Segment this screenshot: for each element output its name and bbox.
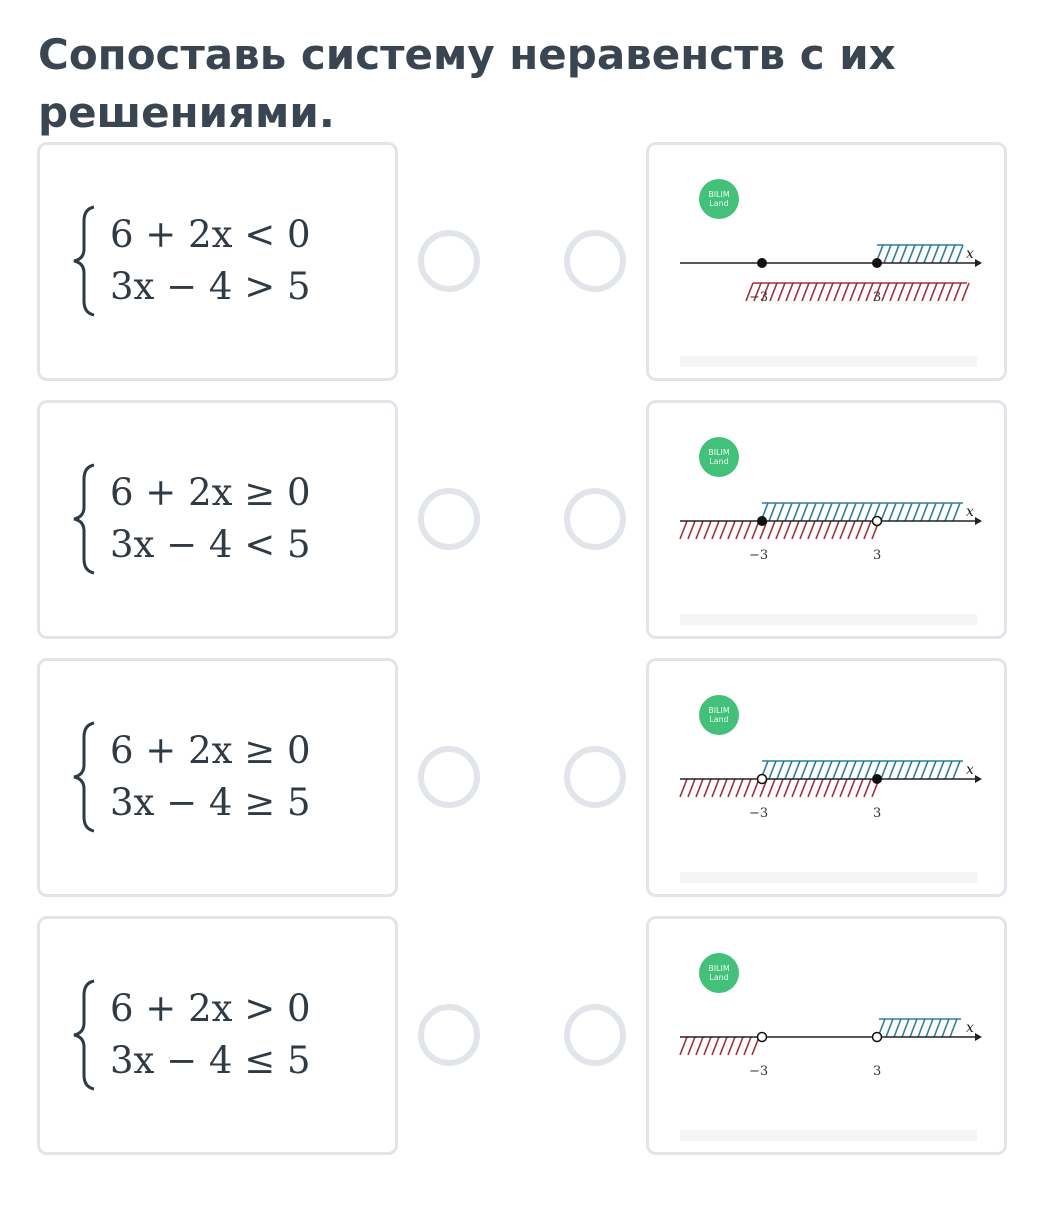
point-3-open bbox=[873, 517, 882, 526]
left-match-radio-4[interactable] bbox=[418, 1004, 480, 1066]
axis-label: x bbox=[966, 504, 974, 520]
axis-label: x bbox=[966, 1020, 974, 1036]
blue-hatch bbox=[761, 503, 963, 521]
axis-label: x bbox=[966, 246, 974, 262]
inequality-line-2: 3x − 4 < 5 bbox=[110, 523, 311, 566]
inequality-system-3 bbox=[70, 721, 370, 833]
red-hatch bbox=[746, 283, 969, 301]
point-3-filled bbox=[872, 258, 882, 268]
left-match-radio-2[interactable] bbox=[418, 488, 480, 550]
inequality-line-1: 6 + 2x > 0 bbox=[110, 987, 311, 1030]
card-bottom-bar bbox=[680, 872, 977, 883]
bilimland-logo: BILIM Land bbox=[699, 953, 739, 993]
system-card-3[interactable] bbox=[37, 658, 398, 897]
system-card-2[interactable] bbox=[37, 400, 398, 639]
right-match-radio-3[interactable] bbox=[564, 746, 626, 808]
solution-card-3[interactable] bbox=[646, 658, 1007, 897]
solution-card-2[interactable] bbox=[646, 400, 1007, 639]
number-line-2 bbox=[649, 403, 1004, 636]
bilimland-logo: BILIM Land bbox=[699, 437, 739, 477]
bilimland-logo: BILIM Land bbox=[699, 179, 739, 219]
solution-card-1[interactable] bbox=[646, 142, 1007, 381]
red-hatch bbox=[680, 1037, 759, 1055]
system-card-4[interactable] bbox=[37, 916, 398, 1155]
tick-label-3: 3 bbox=[873, 1064, 882, 1079]
axis-arrow-icon bbox=[975, 1033, 982, 1041]
left-match-radio-3[interactable] bbox=[418, 746, 480, 808]
tick-label-neg3: −3 bbox=[749, 290, 769, 305]
inequality-line-2: 3x − 4 ≤ 5 bbox=[110, 1039, 311, 1082]
brace-icon bbox=[70, 205, 100, 317]
number-line-1 bbox=[649, 145, 1004, 378]
card-bottom-bar bbox=[680, 356, 977, 367]
tick-label-neg3: −3 bbox=[749, 1064, 769, 1079]
inequality-line-1: 6 + 2x < 0 bbox=[110, 213, 311, 256]
blue-hatch bbox=[878, 1019, 961, 1037]
tick-label-neg3: −3 bbox=[749, 548, 769, 563]
blue-hatch bbox=[876, 245, 963, 263]
card-bottom-bar bbox=[680, 614, 977, 625]
solution-card-4[interactable] bbox=[646, 916, 1007, 1155]
inequality-line-1: 6 + 2x ≥ 0 bbox=[110, 471, 311, 514]
tick-label-3: 3 bbox=[873, 290, 882, 305]
number-line-4 bbox=[649, 919, 1004, 1152]
blue-hatch bbox=[761, 761, 963, 779]
inequality-system-4 bbox=[70, 979, 370, 1091]
point-neg3-open bbox=[758, 775, 767, 784]
system-card-1[interactable] bbox=[37, 142, 398, 381]
right-match-radio-4[interactable] bbox=[564, 1004, 626, 1066]
point-neg3-open bbox=[758, 1033, 767, 1042]
brace-icon bbox=[70, 721, 100, 833]
brace-icon bbox=[70, 463, 100, 575]
red-hatch bbox=[680, 779, 879, 797]
number-line-3 bbox=[649, 661, 1004, 894]
right-match-radio-2[interactable] bbox=[564, 488, 626, 550]
tick-label-neg3: −3 bbox=[749, 806, 769, 821]
point-neg3-filled bbox=[757, 516, 767, 526]
red-hatch bbox=[680, 521, 879, 539]
inequality-line-2: 3x − 4 > 5 bbox=[110, 265, 311, 308]
axis-arrow-icon bbox=[975, 259, 982, 267]
left-match-radio-1[interactable] bbox=[418, 230, 480, 292]
tick-label-3: 3 bbox=[873, 806, 882, 821]
card-bottom-bar bbox=[680, 1130, 977, 1141]
brace-icon bbox=[70, 979, 100, 1091]
right-match-radio-1[interactable] bbox=[564, 230, 626, 292]
point-neg3-filled bbox=[757, 258, 767, 268]
bilimland-logo: BILIM Land bbox=[699, 695, 739, 735]
inequality-line-2: 3x − 4 ≥ 5 bbox=[110, 781, 311, 824]
axis-arrow-icon bbox=[975, 775, 982, 783]
inequality-system-1 bbox=[70, 205, 370, 317]
page-title: Сопоставь систему неравенств с их решениями. bbox=[38, 30, 896, 137]
inequality-line-1: 6 + 2x ≥ 0 bbox=[110, 729, 311, 772]
tick-label-3: 3 bbox=[873, 548, 882, 563]
axis-arrow-icon bbox=[975, 517, 982, 525]
point-3-open bbox=[873, 1033, 882, 1042]
axis-label: x bbox=[966, 762, 974, 778]
point-3-filled bbox=[872, 774, 882, 784]
inequality-system-2 bbox=[70, 463, 370, 575]
